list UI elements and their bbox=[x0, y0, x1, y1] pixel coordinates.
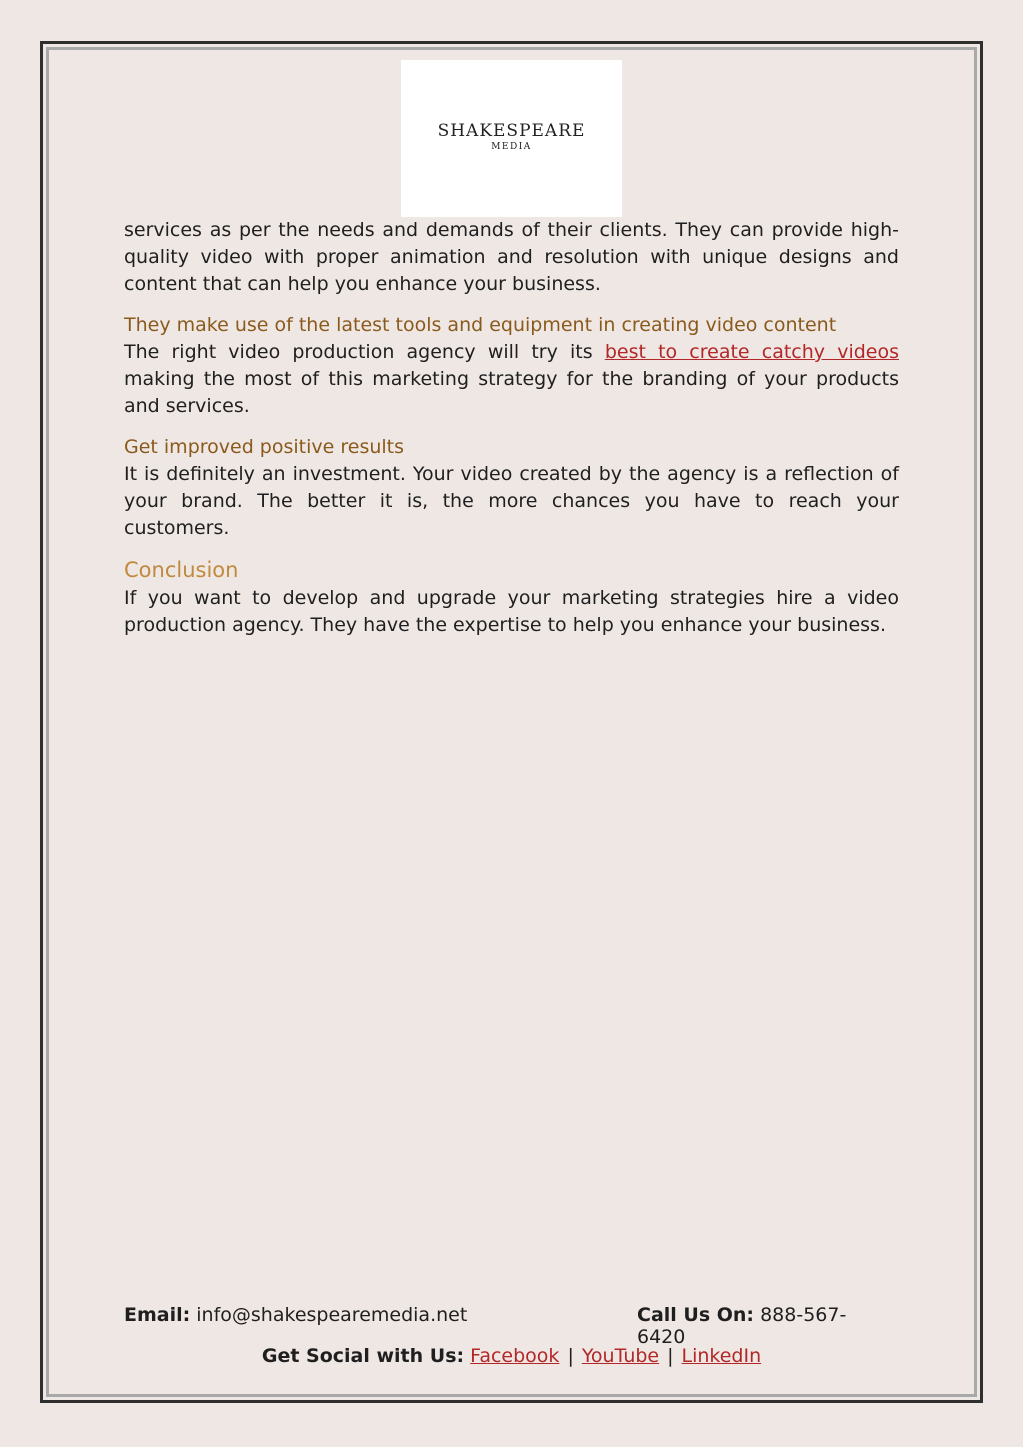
call-label: Call Us On: bbox=[637, 1304, 755, 1326]
linkedin-link[interactable]: LinkedIn bbox=[681, 1345, 762, 1367]
intro-paragraph: services as per the needs and demands of their clients. They can provide high-quality video with proper animation and resolution with unique designs and content that can help you enhance your business. bbox=[124, 219, 899, 295]
article-body bbox=[124, 217, 899, 653]
section-heading-conclusion: Conclusion bbox=[124, 558, 239, 582]
social-label: Get Social with Us: bbox=[261, 1345, 465, 1367]
catchy-videos-link[interactable]: best to create catchy videos bbox=[604, 341, 899, 363]
footer-social bbox=[0, 1345, 1023, 1367]
logo-name: SHAKESPEARE bbox=[437, 121, 586, 141]
footer-email bbox=[124, 1304, 467, 1326]
separator: | bbox=[667, 1345, 674, 1367]
footer-phone bbox=[637, 1304, 884, 1348]
section-text-tools bbox=[124, 339, 899, 420]
section-text-results: It is definitely an investment. Your video created by the agency is a reflection of your brand. The better it is, the more chances you have to reach your customers. bbox=[124, 463, 899, 539]
email-label: Email: bbox=[124, 1304, 191, 1326]
email-value: info@shakespearemedia.net bbox=[190, 1304, 468, 1326]
separator: | bbox=[567, 1345, 574, 1367]
company-logo bbox=[401, 60, 622, 217]
section-text-conclusion: If you want to develop and upgrade your marketing strategies hire a video production agency. They have the expertise to help you enhance your business. bbox=[124, 587, 899, 636]
section-heading-results: Get improved positive results bbox=[124, 436, 405, 458]
section-heading-tools: They make use of the latest tools and equipment in creating video content bbox=[124, 314, 837, 336]
youtube-link[interactable]: YouTube bbox=[581, 1345, 660, 1367]
logo-tagline: MEDIA bbox=[491, 142, 532, 152]
section-text-tools-before: The right video production agency will try its bbox=[124, 341, 605, 363]
section-text-tools-after: making the most of this marketing strategy for the branding of your products and services. bbox=[124, 368, 899, 417]
facebook-link[interactable]: Facebook bbox=[470, 1345, 560, 1367]
call-value: 888-567-6420 bbox=[637, 1304, 847, 1348]
